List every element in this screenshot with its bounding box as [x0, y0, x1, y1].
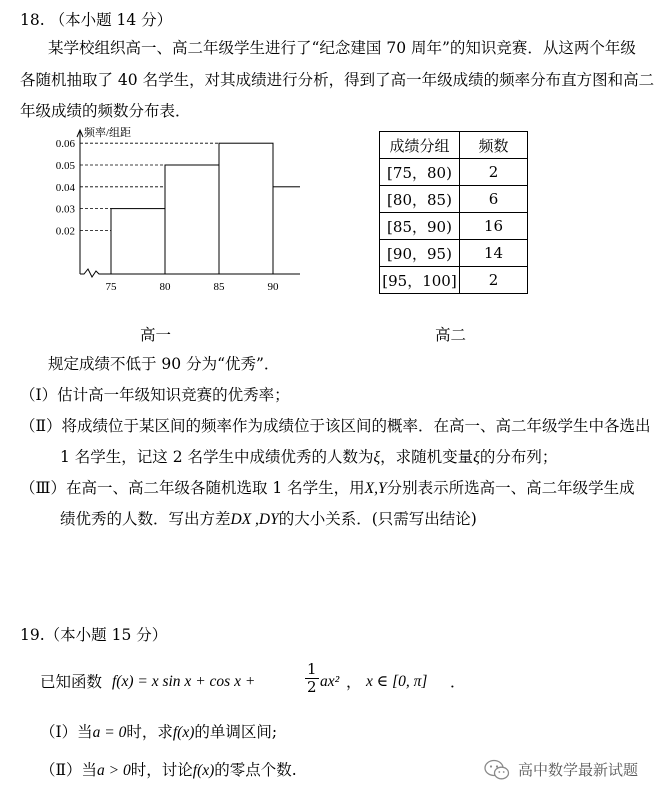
- q19-function-expr: f(x) = x sin x + cos x +: [112, 673, 256, 690]
- q18-intro-line1: 某学校组织高一、高二年级学生进行了“纪念建国 70 周年”的知识竞赛．从这两个年级: [48, 39, 636, 57]
- table-cell-group: [95，100]: [380, 267, 460, 294]
- q18-part2-text-a: 1 名学生，记这 2 名学生中成绩优秀的人数为: [60, 448, 374, 466]
- xi-symbol: ξ: [373, 449, 381, 466]
- table-cell-count: 2: [460, 159, 528, 186]
- table-cell-group: [75，80): [380, 159, 460, 186]
- table-row: [380, 267, 528, 294]
- q18-intro-line3: 年级成绩的频数分布表．: [20, 102, 191, 120]
- table-row: [380, 159, 528, 186]
- q18-header: 18. （本小题 14 分）: [20, 11, 173, 29]
- fraction-numerator: 1: [307, 660, 317, 678]
- histogram-chart: [40, 124, 300, 300]
- q19-part1-condition: a = 0: [92, 724, 127, 741]
- table-row: [380, 213, 528, 240]
- histogram-bar: [111, 209, 165, 274]
- table-cell-count: 6: [460, 186, 528, 213]
- table-header-count: 频数: [460, 132, 528, 159]
- q19-part1-function: f(x): [172, 724, 195, 741]
- q19-part1-text-a: （Ⅰ）当: [40, 723, 93, 741]
- fraction-denominator: 2: [307, 678, 317, 696]
- table-row: [380, 240, 528, 267]
- table-cell-count: 2: [460, 267, 528, 294]
- x-tick-label: 75: [105, 281, 117, 293]
- q18-part2-line1: （Ⅱ）将成绩位于某区间的频率作为成绩位于该区间的概率．在高一、高二年级学生中各选出: [20, 417, 651, 435]
- watermark-text: 高中数学最新试题: [518, 761, 639, 779]
- histogram-bar: [165, 165, 219, 274]
- half-fraction: [305, 661, 319, 696]
- q18-part2-line2: [60, 447, 557, 468]
- q18-part3-line2: [60, 509, 477, 530]
- x-tick-label: 90: [267, 281, 279, 293]
- table-cell-group: [80，85): [380, 186, 460, 213]
- caption-grade1: 高一: [140, 326, 172, 344]
- q18-part2-text-c: 的分布列；: [479, 448, 558, 466]
- frequency-table: [379, 131, 528, 294]
- q18-excellent-rule: 规定成绩不低于 90 分为“优秀”．: [48, 355, 280, 373]
- table-cell-group: [90，95): [380, 240, 460, 267]
- wechat-icon: [484, 759, 510, 781]
- table-cell-count: 14: [460, 240, 528, 267]
- xy-variables: X,Y: [364, 480, 387, 497]
- q18-part1: （Ⅰ）估计高一年级知识竞赛的优秀率；: [20, 386, 290, 404]
- table-cell-count: 16: [460, 213, 528, 240]
- y-tick-label: 0.06: [55, 138, 75, 151]
- histogram-bar: [219, 143, 273, 274]
- q18-part3-line1: [20, 478, 635, 499]
- q18-part3-text-a: （Ⅲ）在高一、高二年级各随机选取 1 名学生，用: [20, 479, 365, 497]
- table-header-row: [380, 132, 528, 159]
- q19-part1-text-b: 时，求: [126, 723, 173, 741]
- q19-part2-text-a: （Ⅱ）当: [40, 761, 98, 779]
- y-tick-label: 0.03: [55, 203, 75, 216]
- q18-part3-text-d: 的大小关系．(只需写出结论): [278, 510, 477, 528]
- q18-part2-text-b: ，求随机变量: [380, 448, 474, 466]
- y-tick-label: 0.05: [55, 160, 75, 172]
- q19-comma: ，: [346, 673, 362, 691]
- q19-part2-text-b: 时，讨论: [130, 761, 193, 779]
- y-tick-label: 0.02: [55, 225, 75, 238]
- q18-intro-line2: 各随机抽取了 40 名学生，对其成绩进行分析，得到了高一年级成绩的频率分布直方图和高二: [20, 71, 655, 89]
- histogram-bar: [273, 187, 300, 274]
- table-cell-group: [85，90): [380, 213, 460, 240]
- table-header-group: 成绩分组: [380, 132, 460, 159]
- q19-part2: [40, 760, 297, 781]
- q19-ax2-term: ax²: [320, 673, 340, 690]
- y-tick-label: 0.04: [55, 181, 75, 194]
- x-tick-label: 80: [159, 281, 171, 293]
- q19-period: ．: [450, 673, 466, 691]
- watermark: [484, 756, 666, 786]
- q19-part1: [40, 722, 277, 743]
- y-axis-label: 频率/组距: [84, 127, 132, 139]
- q19-part2-condition: a > 0: [97, 762, 131, 779]
- x-tick-label: 85: [213, 281, 225, 293]
- xi-symbol: ξ: [473, 449, 480, 466]
- q19-part1-text-c: 的单调区间;: [194, 723, 278, 741]
- caption-grade2: 高二: [435, 326, 467, 344]
- q19-part2-function: f(x): [192, 762, 215, 779]
- q19-domain: x ∈ [0, π]: [366, 673, 428, 690]
- q19-header: 19.（本小题 15 分）: [20, 626, 168, 644]
- q19-part2-text-c: 的零点个数.: [214, 761, 297, 779]
- q19-statement-a: 已知函数: [40, 673, 103, 691]
- table-row: [380, 186, 528, 213]
- q18-part3-text-c: 绩优秀的人数．写出方差: [60, 510, 231, 528]
- q18-part3-text-b: 分别表示所选高一、高二年级学生成: [386, 479, 635, 497]
- variance-variables: DX ,DY: [230, 511, 279, 528]
